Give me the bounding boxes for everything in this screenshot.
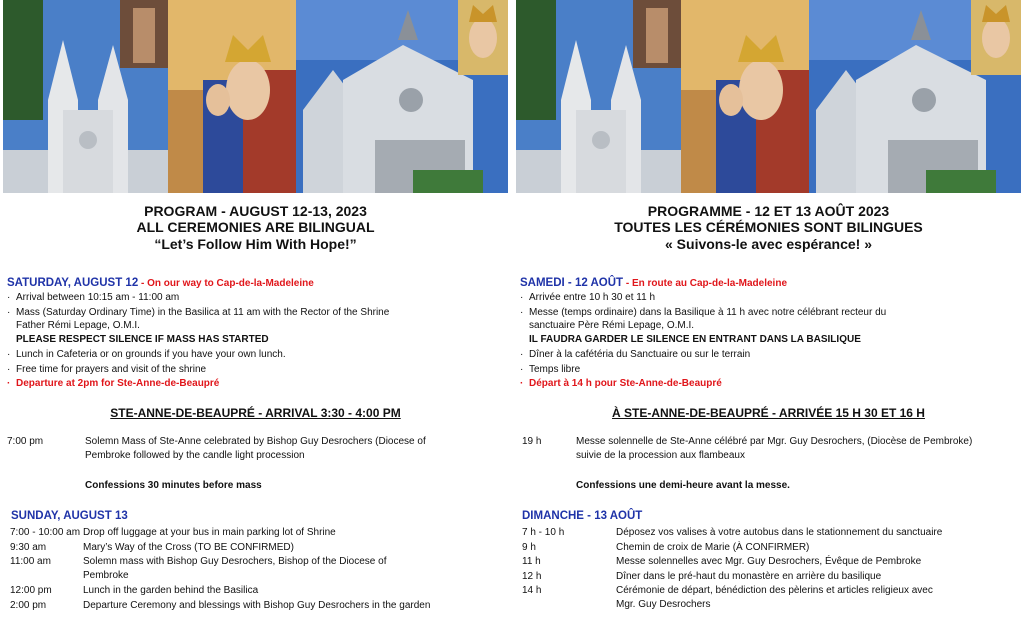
list-item-continued: sanctuaire Père Rémi Lepage, O.M.I. [529, 320, 695, 331]
event-description: Departure Ceremony and blessings with Bishop Guy Desrochers in the garden [83, 600, 431, 611]
event-description: suivie de la procession aux flambeaux [576, 450, 745, 462]
event-description: Drop off luggage at your bus in main parking lot of Shrine [83, 527, 336, 538]
departure-notice: · Départ à 14 h pour Ste-Anne-de-Beaupré [520, 377, 722, 391]
event-time: 9 h [522, 542, 536, 553]
list-item: · Arrival between 10:15 am - 11:00 am [7, 291, 179, 305]
silence-notice: PLEASE RESPECT SILENCE IF MASS HAS STARTED [16, 334, 269, 345]
silence-notice: IL FAUDRA GARDER LE SILENCE EN ENTRANT DANS LA BASILIQUE [529, 334, 861, 345]
event-description: Solemn mass with Bishop Guy Desrochers, Bishop of the Diocese of [83, 556, 387, 567]
list-item: · Free time for prayers and visit of the shrine [7, 363, 206, 377]
list-item-continued: Father Rémi Lepage, O.M.I. [16, 320, 140, 331]
program-title: PROGRAM - AUGUST 12-13, 2023 [144, 203, 367, 219]
event-time: 14 h [522, 585, 542, 596]
event-description: Solemn Mass of Ste-Anne celebrated by Bishop Guy Desrochers (Diocese of [85, 436, 426, 447]
event-time: 9:30 am [10, 542, 47, 553]
event-description: Mary’s Way of the Cross (TO BE CONFIRMED) [83, 542, 294, 553]
list-item: · Messe (temps ordinaire) dans la Basilique à 11 h avec notre célébrant recteur du [520, 306, 886, 320]
event-time: 7 h - 10 h [522, 527, 565, 538]
departure-notice: · Departure at 2pm for Ste-Anne-de-Beaupré [7, 377, 219, 391]
sunday-heading: DIMANCHE - 13 AOÛT [522, 510, 643, 522]
event-description: Pembroke [83, 570, 129, 582]
event-time: 2:00 pm [10, 600, 47, 611]
confessions-note: Confessions une demi-heure avant la messe. [576, 480, 790, 491]
sunday-heading: SUNDAY, AUGUST 13 [11, 510, 128, 522]
saturday-subtitle: En route au Cap-de-la-Madeleine [631, 278, 788, 289]
event-time: 11 h [522, 556, 541, 567]
event-description: Messe solennelles avec Mgr. Guy Desrochers, Évêque de Pembroke [616, 556, 922, 567]
event-time: 12:00 pm [10, 585, 52, 596]
saturday-date: SAMEDI - 12 AOÛT [520, 277, 624, 289]
event-description: Pembroke followed by the candle light procession [85, 450, 305, 462]
shrine-photo-collage [516, 0, 1021, 193]
saturday-date: SATURDAY, AUGUST 12 [7, 277, 139, 289]
event-description: Dîner dans le pré-haut du monastère en arrière du basilique [616, 571, 882, 582]
event-description: Mgr. Guy Desrochers [616, 599, 711, 611]
arrival-heading: STE-ANNE-DE-BEAUPRÉ - ARRIVAL 3:30 - 4:00 PM [110, 406, 401, 420]
list-item: · Temps libre [520, 363, 580, 377]
list-item: · Dîner à la cafétéria du Sanctuaire ou sur le terrain [520, 348, 750, 362]
program-theme: « Suivons-le avec espérance! » [665, 236, 872, 252]
event-time: 7:00 - 10:00 am [10, 527, 81, 538]
saturday-heading [7, 277, 314, 289]
list-item: · Mass (Saturday Ordinary Time) in the Basilica at 11 am with the Rector of the Shrine [7, 306, 389, 320]
saturday-separator: - [138, 278, 148, 289]
event-time: 19 h [522, 436, 542, 447]
event-description: Déposez vos valises à votre autobus dans le stationnement du sanctuaire [616, 527, 943, 538]
bilingual-notice: ALL CEREMONIES ARE BILINGUAL [136, 219, 375, 235]
program-title: PROGRAMME - 12 ET 13 AOÛT 2023 [647, 203, 890, 219]
program-theme: “Let’s Follow Him With Hope!” [154, 236, 357, 252]
event-description: Messe solennelle de Ste-Anne célébré par Mgr. Guy Desrochers, (Diocèse de Pembroke) [576, 436, 973, 447]
french-program-panel [516, 0, 1021, 622]
list-item: · Lunch in Cafeteria or on grounds if you have your own lunch. [7, 348, 286, 362]
event-time: 11:00 am [10, 556, 51, 567]
event-description: Cérémonie de départ, bénédiction des pèlerins et articles religieux avec [616, 585, 933, 596]
shrine-photo-collage [3, 0, 508, 193]
event-description: Chemin de croix de Marie (À CONFIRMER) [616, 542, 810, 553]
arrival-heading: À STE-ANNE-DE-BEAUPRÉ - ARRIVÉE 15 H 30 ET 16 H [612, 406, 925, 420]
confessions-note: Confessions 30 minutes before mass [85, 480, 262, 491]
saturday-heading [520, 277, 787, 289]
saturday-subtitle: On our way to Cap-de-la-Madeleine [147, 278, 314, 289]
event-description: Lunch in the garden behind the Basilica [83, 585, 259, 596]
event-time: 12 h [522, 571, 542, 582]
event-time: 7:00 pm [7, 436, 44, 447]
list-item: · Arrivée entre 10 h 30 et 11 h [520, 291, 655, 305]
bilingual-notice: TOUTES LES CÉRÉMONIES SONT BILINGUES [614, 219, 923, 235]
saturday-separator: - [623, 278, 632, 289]
english-program-panel [3, 0, 508, 622]
